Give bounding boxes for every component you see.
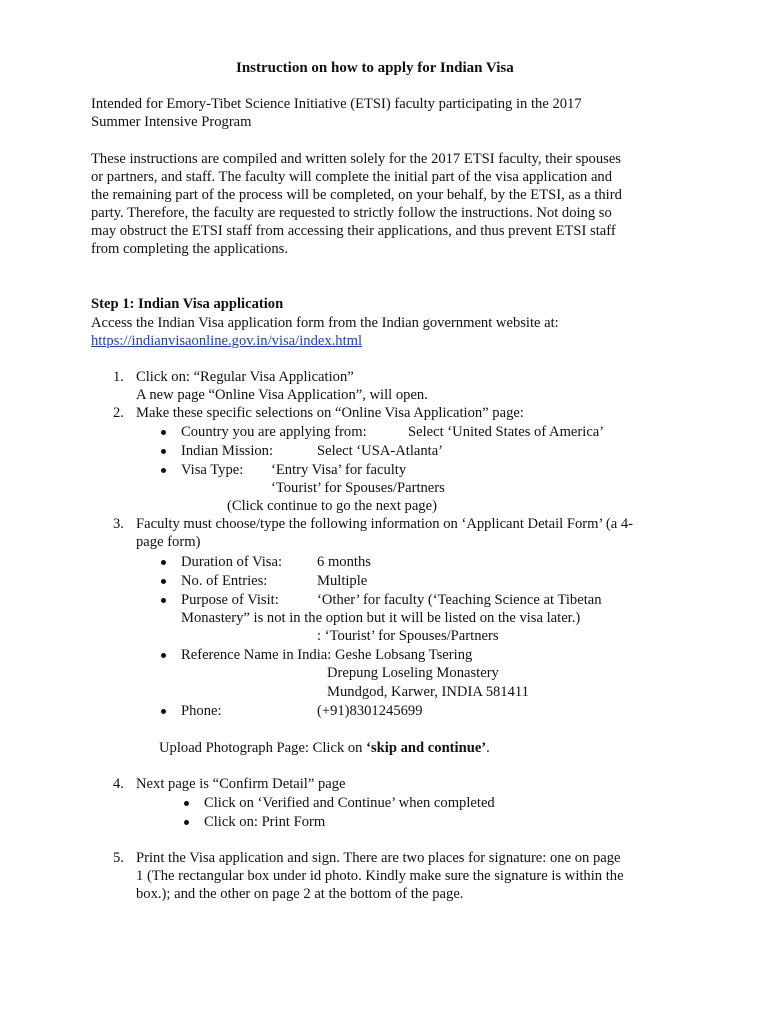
step1-heading: Step 1: Indian Visa application: [91, 296, 284, 312]
field-label: Visa Type:: [181, 462, 244, 478]
bullet: [161, 598, 166, 603]
paragraph-line: the remaining part of the process will be completed, on your behalf, by the ETSI, as a third: [91, 187, 622, 203]
paragraph-line: from completing the applications.: [91, 241, 288, 257]
field-label: Indian Mission:: [181, 443, 274, 459]
bullet: [161, 468, 166, 473]
field-value: Drepung Loseling Monastery: [327, 665, 499, 681]
item-number: 4.: [113, 776, 124, 792]
field-value: ‘Tourist’ for Spouses/Partners: [271, 480, 445, 496]
field-label: Reference Name in India: Geshe Lobsang Tsering: [181, 647, 473, 663]
field-label: Duration of Visa:: [181, 554, 282, 570]
field-value: Multiple: [317, 573, 368, 589]
bullet: [161, 579, 166, 584]
page-title: Instruction on how to apply for Indian Visa: [236, 60, 514, 76]
item-text: Click on: Print Form: [204, 814, 326, 830]
item-text: Print the Visa application and sign. There are two places for signature: one on page: [136, 850, 621, 866]
bullet: [161, 560, 166, 565]
upload-instruction: [159, 739, 490, 757]
field-value: Select ‘United States of America’: [408, 424, 605, 440]
intro-line: Summer Intensive Program: [91, 114, 252, 130]
bullet: [184, 820, 189, 825]
field-value: 6 months: [317, 554, 371, 570]
field-value: Select ‘USA-Atlanta’: [317, 443, 444, 459]
item-text: Next page is “Confirm Detail” page: [136, 776, 346, 792]
item-text: page form): [136, 534, 201, 550]
item-number: 2.: [113, 405, 124, 421]
paragraph-line: party. Therefore, the faculty are requested to strictly follow the instructions. Not doing so: [91, 205, 612, 221]
field-label: Phone:: [181, 703, 222, 719]
paragraph-line: may obstruct the ETSI staff from accessing their applications, and thus prevent ETSI staff: [91, 223, 616, 239]
intro-line: Intended for Emory-Tibet Science Initiative (ETSI) faculty participating in the 2017: [91, 96, 582, 112]
item-number: 5.: [113, 850, 124, 866]
field-value: Monastery” is not in the option but it will be listed on the visa later.): [181, 610, 581, 626]
item-text: A new page “Online Visa Application”, will open.: [136, 387, 428, 403]
bullet: [184, 801, 189, 806]
item-text: Faculty must choose/type the following information on ‘Applicant Detail Form’ (a 4-: [136, 516, 634, 532]
field-value: (+91)8301245699: [317, 703, 423, 719]
upload-suffix: .: [486, 740, 490, 756]
paragraph-line: or partners, and staff. The faculty will complete the initial part of the visa application and: [91, 169, 613, 185]
item-text: Click on: “Regular Visa Application”: [136, 369, 354, 385]
item-text: Make these specific selections on “Online Visa Application” page:: [136, 405, 524, 421]
field-value: ‘Entry Visa’ for faculty: [271, 462, 407, 478]
field-label: Country you are applying from:: [181, 424, 367, 440]
continue-note: (Click continue to go the next page): [227, 498, 437, 514]
field-label: No. of Entries:: [181, 573, 268, 589]
upload-prefix: Upload Photograph Page: Click on: [159, 740, 367, 756]
bullet: [161, 430, 166, 435]
item-number: 1.: [113, 369, 124, 385]
visa-website-link[interactable]: https://indianvisaonline.gov.in/visa/index.html: [91, 333, 363, 349]
field-value: : ‘Tourist’ for Spouses/Partners: [317, 628, 499, 644]
bullet: [161, 709, 166, 714]
upload-bold: ‘skip and continue’: [366, 740, 487, 756]
bullet: [161, 449, 166, 454]
bullet: [161, 653, 166, 658]
field-label: Purpose of Visit:: [181, 592, 279, 608]
item-text: 1 (The rectangular box under id photo. Kindly make sure the signature is within the: [136, 868, 624, 884]
paragraph-line: These instructions are compiled and written solely for the 2017 ETSI faculty, their spouses: [91, 151, 621, 167]
item-text: box.); and the other on page 2 at the bottom of the page.: [136, 886, 464, 902]
access-text: Access the Indian Visa application form from the Indian government website at:: [91, 315, 559, 331]
item-number: 3.: [113, 516, 124, 532]
field-value: ‘Other’ for faculty (‘Teaching Science at Tibetan: [317, 592, 602, 608]
field-value: Mundgod, Karwer, INDIA 581411: [327, 684, 529, 700]
item-text: Click on ‘Verified and Continue’ when completed: [204, 795, 495, 811]
